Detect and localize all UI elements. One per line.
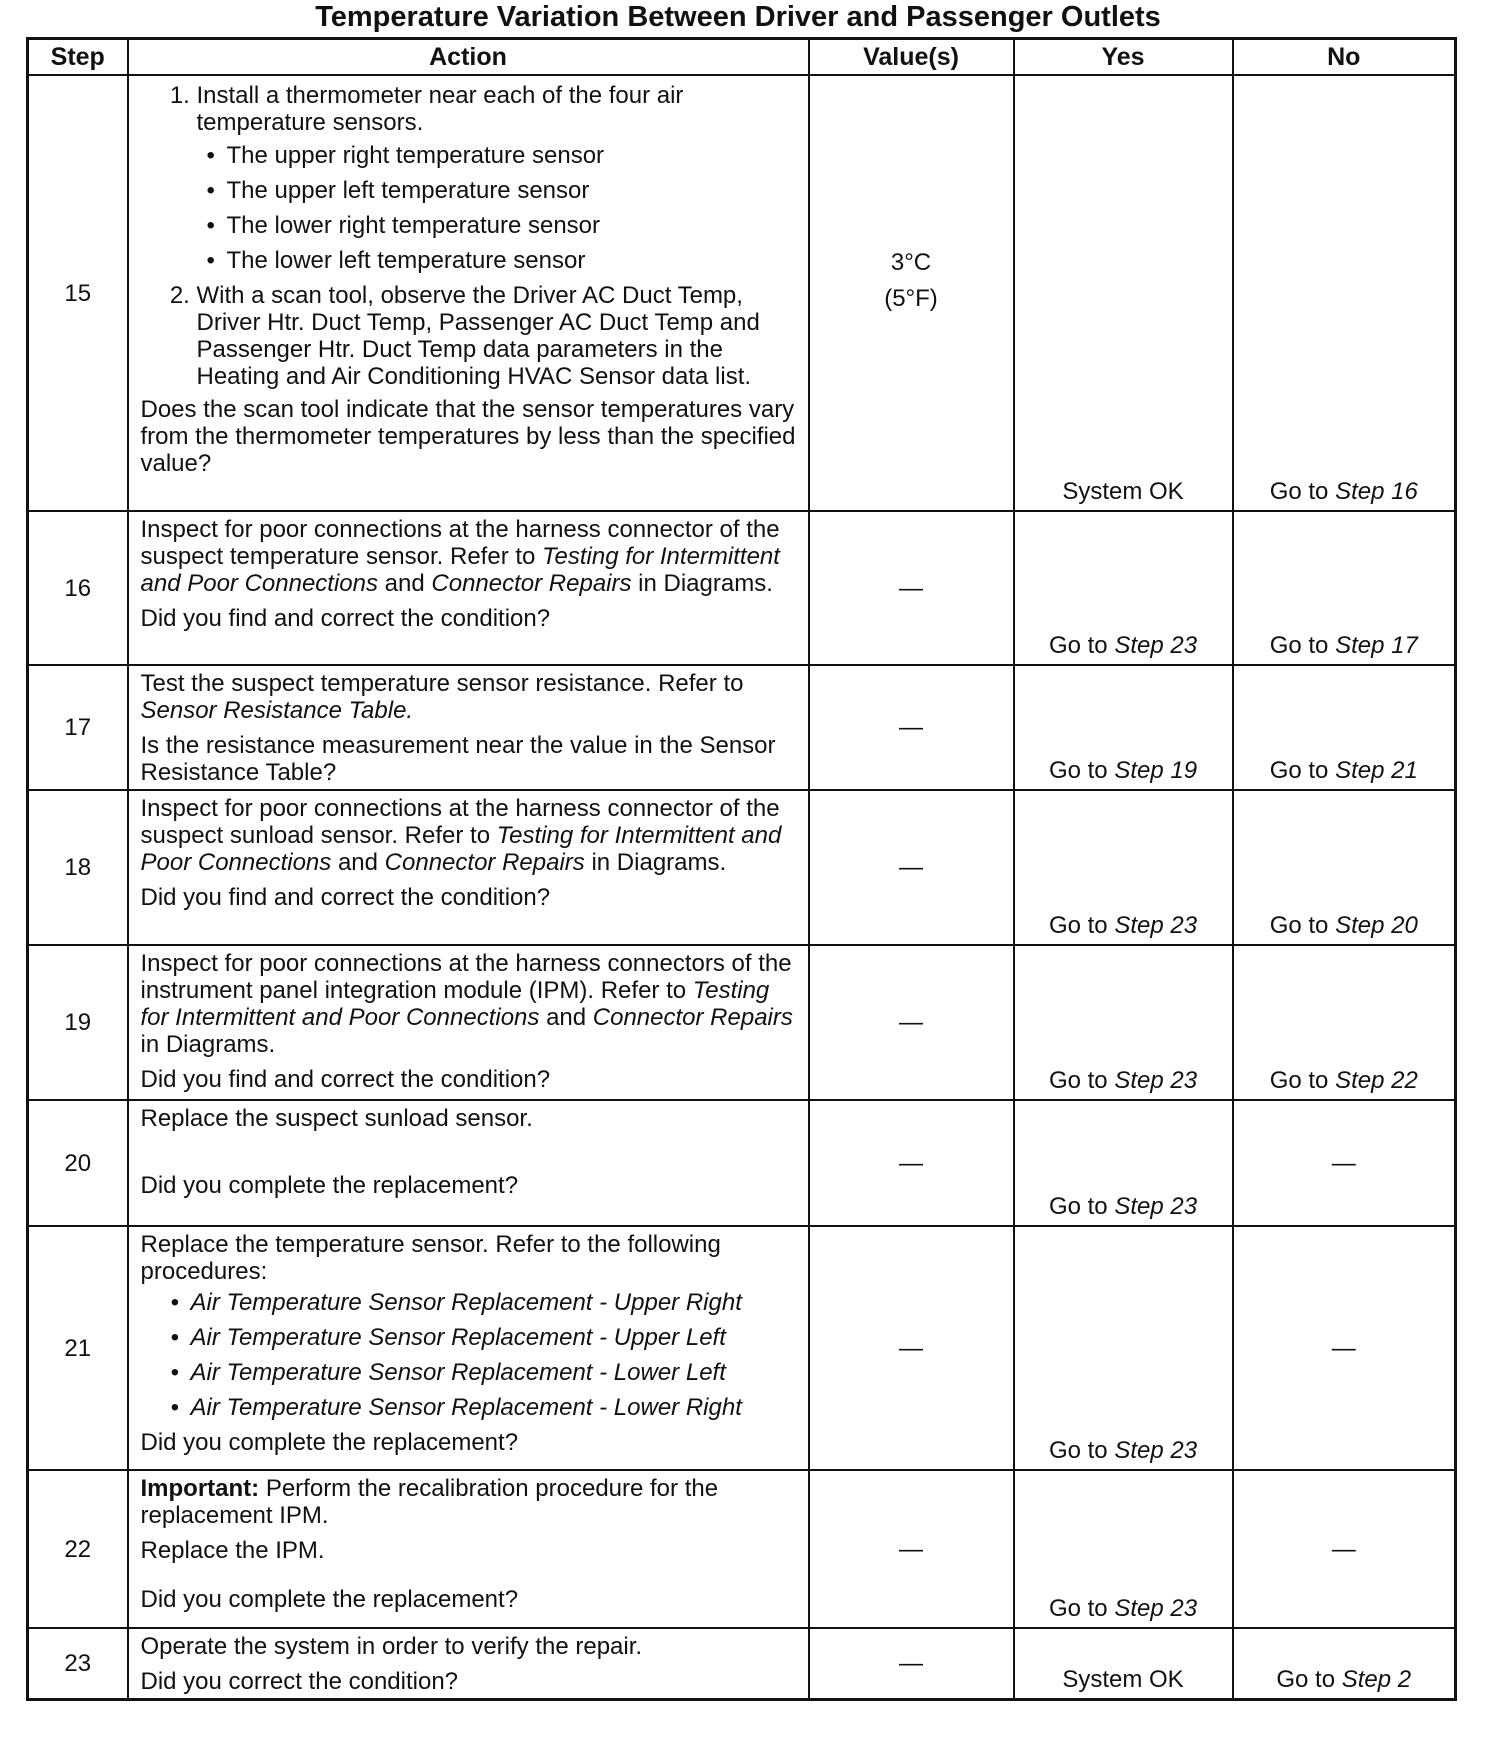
action-cell (128, 1100, 809, 1226)
goto-prefix: Go to (1048, 1437, 1108, 1464)
no-cell (1233, 665, 1456, 790)
table-title: Temperature Variation Between Driver and Passenger Outlets (315, 1, 1161, 33)
instruction-item (197, 82, 798, 274)
list-item: • The upper left temperature sensor (227, 177, 798, 204)
step-number: 21 (28, 1226, 128, 1470)
no-cell: — (1233, 1226, 1456, 1470)
action-text: Inspect for poor connections at the harness connectors of the instrument panel integration module (IPM). Refer to (140, 950, 792, 1004)
yes-cell (1014, 790, 1233, 945)
table-row-step-22 (28, 1470, 1456, 1628)
yes-cell (1014, 665, 1233, 790)
goto-prefix: Go to (1048, 1193, 1108, 1220)
value-cell (809, 75, 1014, 511)
table-row-step-15 (28, 75, 1456, 511)
goto-prefix: Go to (1048, 1595, 1108, 1622)
reference-link[interactable]: Connector Repairs (384, 849, 585, 876)
action-paragraph: Replace the temperature sensor. Refer to the following procedures: (140, 1231, 721, 1285)
goto-prefix: Go to (1048, 632, 1108, 659)
step-link[interactable]: Step 22 (1335, 1067, 1418, 1094)
no-cell: — (1233, 1470, 1456, 1628)
yes-cell (1014, 1226, 1233, 1470)
table-row-step-16 (28, 511, 1456, 665)
step-link[interactable]: Step 19 (1114, 757, 1198, 784)
goto-prefix: Go to (1269, 912, 1329, 939)
value-fahrenheit: (5°F) (884, 285, 938, 312)
instruction-item (197, 282, 798, 390)
action-text: and (546, 1004, 587, 1031)
sensor-list (197, 142, 798, 274)
procedure-link[interactable]: • Air Temperature Sensor Replacement - Lower Left (191, 1359, 798, 1386)
important-note (141, 1475, 798, 1529)
diagnostic-table (26, 37, 1457, 1701)
action-cell (128, 1226, 809, 1470)
action-cell (128, 790, 809, 945)
question-text: Is the resistance measurement near the value in the Sensor Resistance Table? (140, 732, 776, 786)
no-cell (1233, 75, 1456, 511)
goto-prefix: Go to (1269, 1067, 1329, 1094)
value-cell: — (809, 790, 1014, 945)
yes-cell (1014, 511, 1233, 665)
goto-prefix: Go to (1048, 1067, 1108, 1094)
no-cell (1233, 790, 1456, 945)
value-cell: — (809, 1226, 1014, 1470)
instruction-text: With a scan tool, observe the Driver AC Duct Temp, Driver Htr. Duct Temp, Passenger AC Duct Temp and Passenger Htr. Duct Temp data parameters in the Heating and Air Conditioning HVAC Sensor data list. (196, 282, 760, 390)
question-text: Does the scan tool indicate that the sensor temperatures vary from the thermometer temperatures by less than the specified value? (140, 396, 796, 477)
action-paragraph: Replace the IPM. (140, 1537, 325, 1564)
goto-prefix: Go to (1269, 632, 1329, 659)
step-link[interactable]: Step 16 (1335, 478, 1418, 505)
step-number: 16 (28, 511, 128, 665)
action-text: Inspect for poor connections at the harness connector of the suspect temperature sensor. Refer to (140, 516, 780, 570)
procedure-link[interactable]: • Air Temperature Sensor Replacement - Upper Right (191, 1289, 798, 1316)
action-text: in Diagrams. (638, 570, 773, 597)
yes-cell: System OK (1014, 75, 1233, 511)
action-paragraph: Replace the suspect sunload sensor. (140, 1105, 533, 1132)
no-cell (1233, 945, 1456, 1100)
step-link[interactable]: Step 21 (1335, 757, 1418, 784)
header-action: Action (128, 39, 809, 76)
instruction-list (141, 82, 798, 390)
procedure-link[interactable]: • Air Temperature Sensor Replacement - Upper Left (191, 1324, 798, 1351)
question-text: Did you complete the replacement? (140, 1429, 519, 1456)
action-text: Test the suspect temperature sensor resistance. Refer to (140, 670, 744, 697)
reference-link[interactable]: Sensor Resistance Table. (140, 697, 414, 724)
important-label: Important: (140, 1475, 260, 1502)
action-text: and (384, 570, 425, 597)
step-number: 15 (28, 75, 128, 511)
action-cell (128, 945, 809, 1100)
action-text: and (337, 849, 378, 876)
action-paragraph (141, 795, 798, 876)
procedure-list (141, 1289, 798, 1421)
step-number: 17 (28, 665, 128, 790)
step-link[interactable]: Step 20 (1335, 912, 1418, 939)
no-cell (1233, 1628, 1456, 1700)
action-text: in Diagrams. (140, 1031, 276, 1058)
reference-link[interactable]: Testing for Intermittent and Poor Connections (140, 977, 770, 1031)
header-values: Value(s) (809, 39, 1014, 76)
table-row-step-19 (28, 945, 1456, 1100)
list-item: • The lower right temperature sensor (227, 212, 798, 239)
header-row (28, 39, 1456, 76)
no-cell (1233, 511, 1456, 665)
goto-prefix: Go to (1269, 478, 1329, 505)
header-yes: Yes (1014, 39, 1233, 76)
value-cell: — (809, 945, 1014, 1100)
action-cell (128, 1628, 809, 1700)
step-link[interactable]: Step 23 (1114, 1193, 1198, 1220)
step-number: 19 (28, 945, 128, 1100)
goto-prefix: Go to (1269, 757, 1329, 784)
question-text: Did you find and correct the condition? (140, 1066, 551, 1093)
table-row-step-17 (28, 665, 1456, 790)
value-celsius: 3°C (890, 249, 932, 276)
action-paragraph (141, 950, 798, 1058)
yes-cell: System OK (1014, 1628, 1233, 1700)
list-item: • The upper right temperature sensor (227, 142, 798, 169)
step-link[interactable]: Step 23 (1114, 912, 1198, 939)
table-row-step-21 (28, 1226, 1456, 1470)
reference-link[interactable]: Testing for Intermittent and Poor Connections (140, 822, 782, 876)
action-cell (128, 1470, 809, 1628)
instruction-text: Install a thermometer near each of the four air temperature sensors. (196, 82, 684, 136)
step-number: 18 (28, 790, 128, 945)
table-row-step-23 (28, 1628, 1456, 1700)
action-paragraph (141, 670, 798, 724)
procedure-link[interactable]: • Air Temperature Sensor Replacement - Lower Right (191, 1394, 798, 1421)
value-cell: — (809, 665, 1014, 790)
value-cell: — (809, 1470, 1014, 1628)
action-cell (128, 511, 809, 665)
goto-prefix: Go to (1048, 757, 1108, 784)
step-link[interactable]: Step 23 (1114, 1067, 1198, 1094)
action-text: Inspect for poor connections at the harness connector of the suspect sunload sensor. Refer to (140, 795, 780, 849)
action-paragraph (141, 516, 798, 597)
value-cell: — (809, 511, 1014, 665)
table-row-step-20 (28, 1100, 1456, 1226)
question-text: Did you complete the replacement? (140, 1172, 519, 1199)
step-link[interactable]: Step 23 (1114, 632, 1198, 659)
header-no: No (1233, 39, 1456, 76)
question-text: Did you find and correct the condition? (140, 884, 551, 911)
value-cell: — (809, 1100, 1014, 1226)
action-cell (128, 665, 809, 790)
table-row-step-18 (28, 790, 1456, 945)
header-step: Step (28, 39, 128, 76)
step-number: 23 (28, 1628, 128, 1700)
step-number: 22 (28, 1470, 128, 1628)
step-link[interactable]: Step 23 (1114, 1437, 1198, 1464)
goto-prefix: Go to (1276, 1666, 1336, 1693)
question-text: Did you correct the condition? (140, 1668, 459, 1695)
yes-cell (1014, 1470, 1233, 1628)
no-cell: — (1233, 1100, 1456, 1226)
step-link[interactable]: Step 2 (1341, 1666, 1412, 1693)
action-paragraph: Operate the system in order to verify the repair. (140, 1633, 643, 1660)
reference-link[interactable]: Connector Repairs (592, 1004, 793, 1031)
question-text: Did you complete the replacement? (140, 1586, 519, 1613)
yes-cell (1014, 945, 1233, 1100)
yes-cell (1014, 1100, 1233, 1226)
list-item: • The lower left temperature sensor (227, 247, 798, 274)
step-link[interactable]: Step 17 (1335, 632, 1418, 659)
step-link[interactable]: Step 23 (1114, 1595, 1198, 1622)
value-cell: — (809, 1628, 1014, 1700)
goto-prefix: Go to (1048, 912, 1108, 939)
action-text: in Diagrams. (591, 849, 727, 876)
reference-link[interactable]: Testing for Intermittent and Poor Connections (140, 543, 780, 597)
reference-link[interactable]: Connector Repairs (431, 570, 632, 597)
question-text: Did you find and correct the condition? (140, 605, 551, 632)
important-text: Perform the recalibration procedure for the replacement IPM. (140, 1475, 719, 1529)
step-number: 20 (28, 1100, 128, 1226)
action-cell (128, 75, 809, 511)
